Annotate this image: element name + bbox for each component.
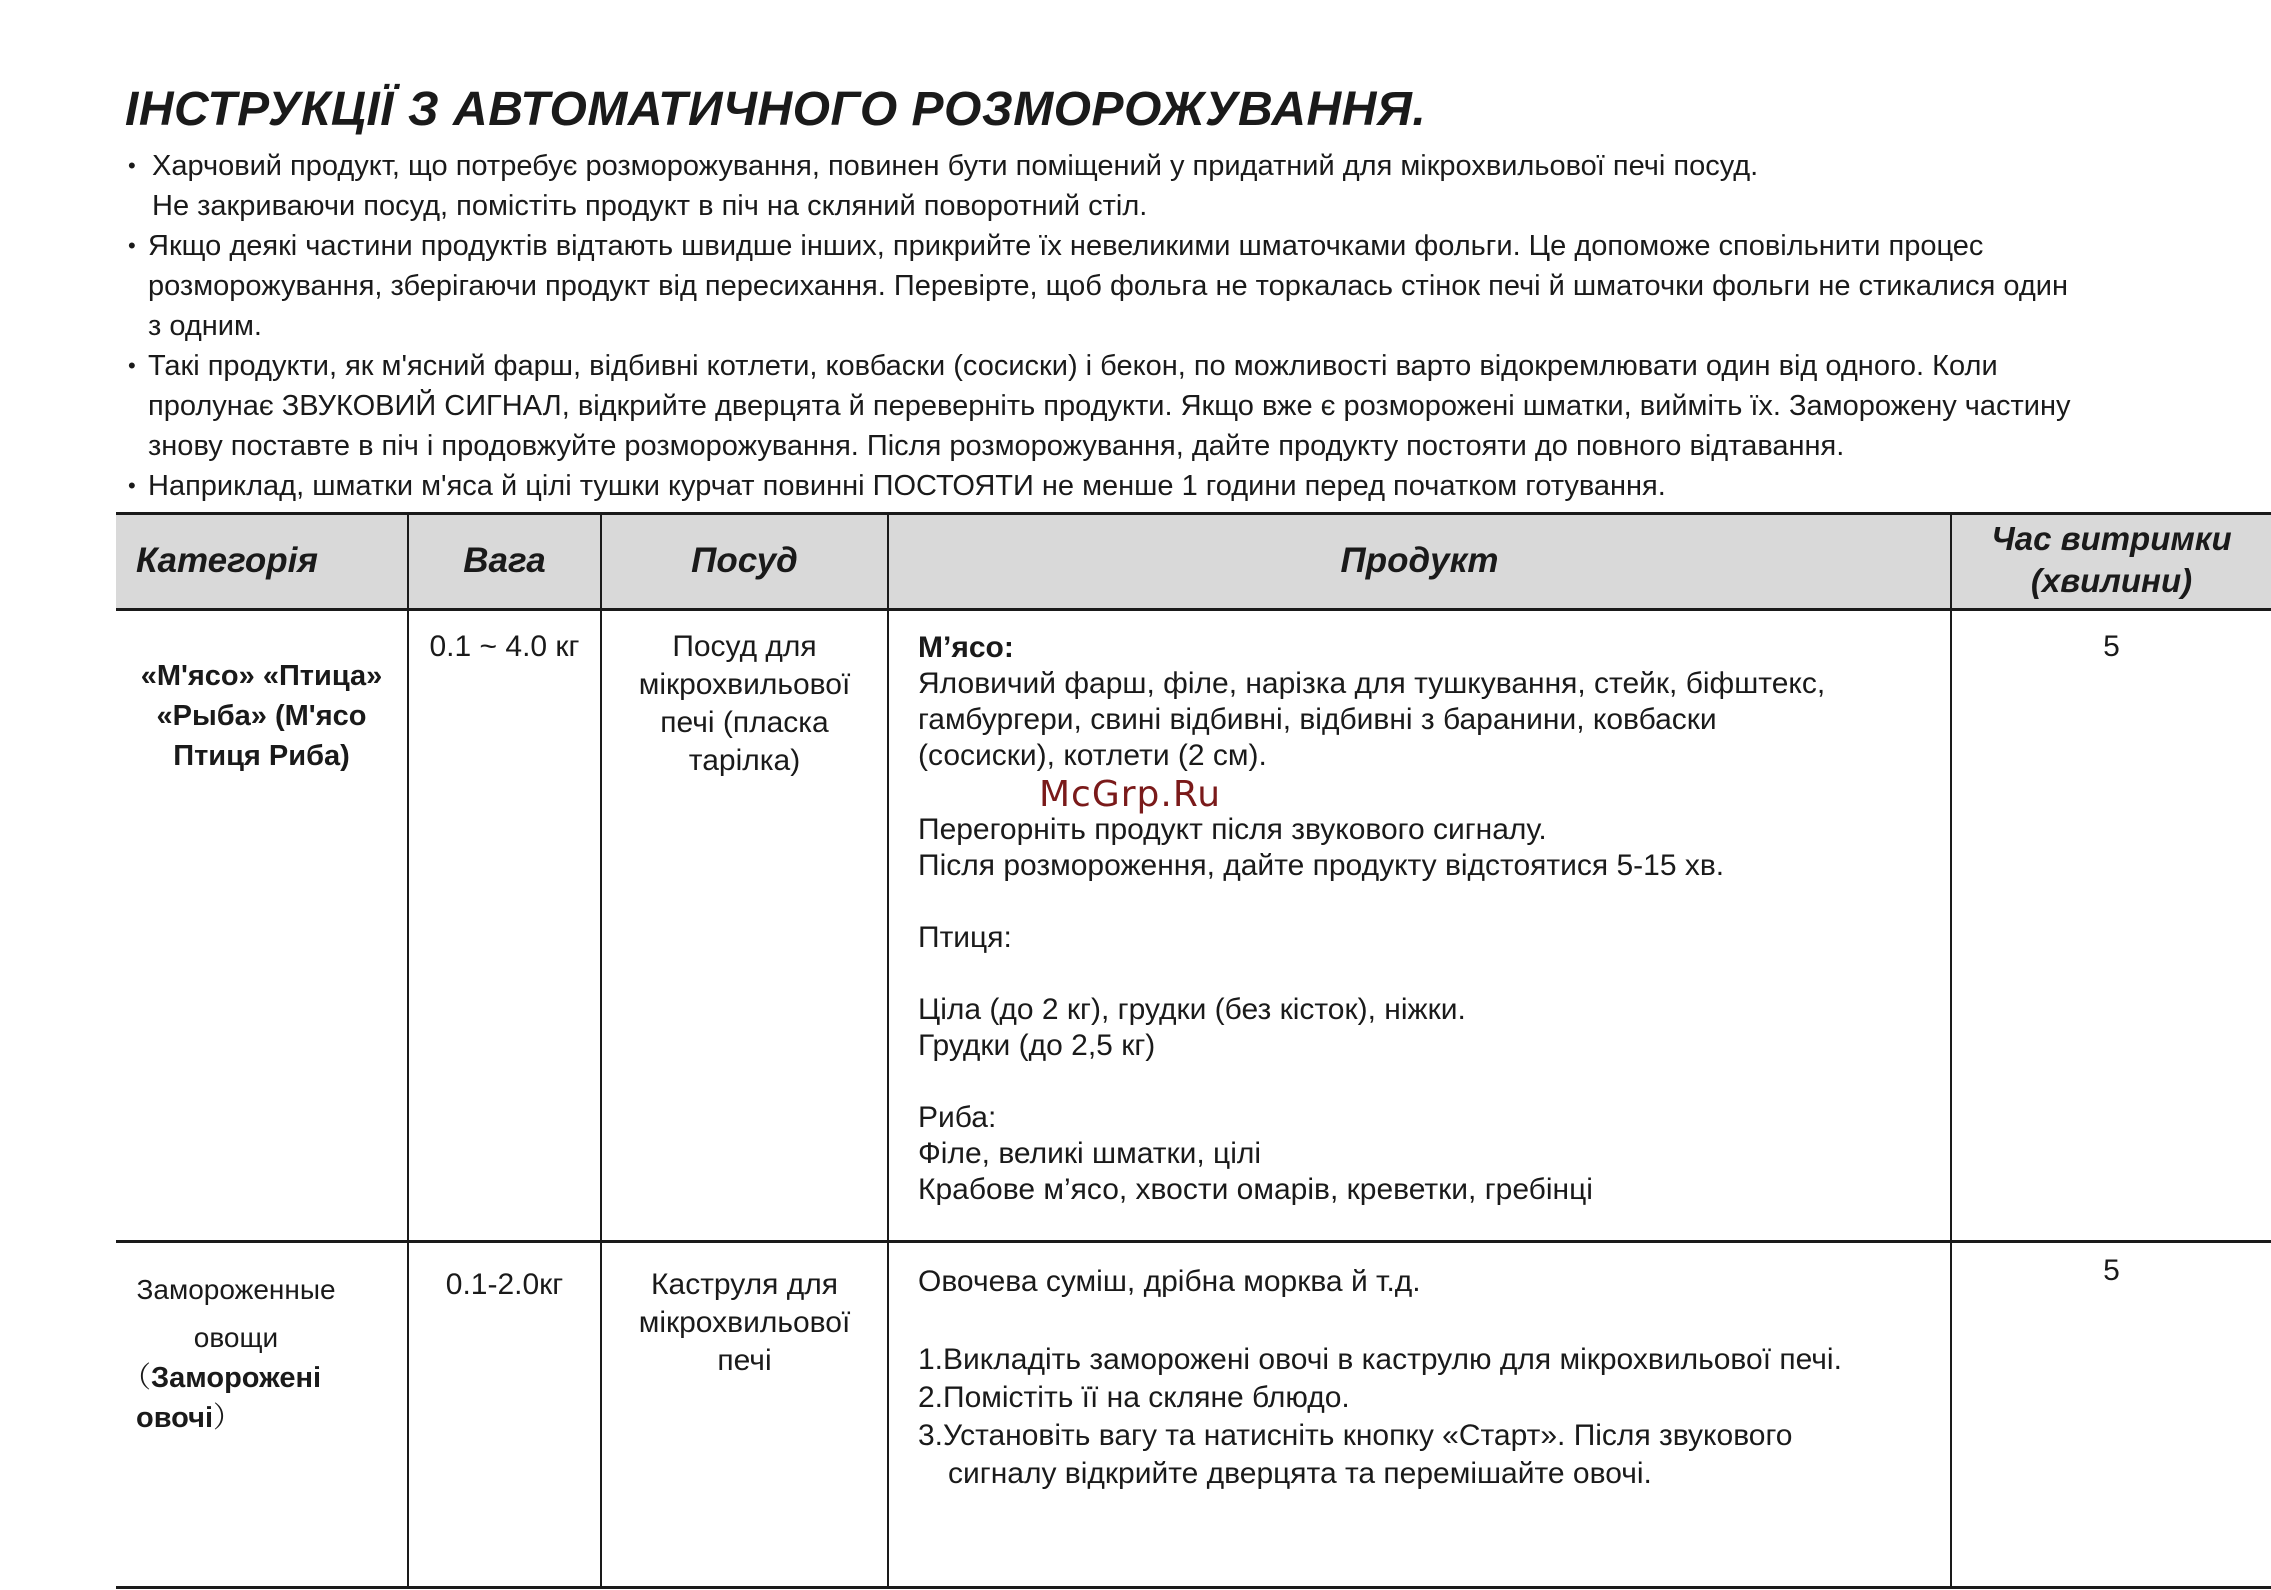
table-rule (116, 1586, 2271, 1589)
intro-line: Харчовий продукт, що потребує розморожування, повинен бути поміщений у придатний для мікрохвильової печі посуд. (152, 150, 1759, 182)
dish-line: Каструля для (651, 1268, 838, 1301)
intro-line: розморожування, зберігаючи продукт від пересихання. Перевірте, щоб фольга не торкалась стінок печі й шматочки фольги не стикалися один (148, 270, 2068, 302)
category-line: «Рыба» (М'ясо (156, 700, 367, 732)
category-line: Замороженные (136, 1274, 336, 1305)
page-title: ІНСТРУКЦІЇ З АВТОМАТИЧНОГО РОЗМОРОЖУВАННЯ. (125, 83, 1427, 136)
table-rule (116, 512, 2271, 515)
step-line: 1.Викладіть заморожені овочі в каструлю для мікрохвильової печі. (918, 1343, 1842, 1376)
bullet-dot: • (128, 353, 136, 378)
row1-category (116, 656, 407, 776)
header-time-line: Час витримки (1991, 520, 2232, 557)
intro-line: Не закриваючи посуд, помістіть продукт в піч на скляний поворотний стіл. (152, 190, 1148, 222)
product-line: Крабове м’ясо, хвости омарів, креветки, гребінці (918, 1173, 1593, 1206)
row2-product-intro: Овочева суміш, дрібна морква й т.д. (918, 1265, 1421, 1298)
table-column-rule (887, 512, 889, 1589)
row1-poultry-heading: Птиця: (918, 921, 1012, 954)
row1-weight: 0.1 ~ 4.0 кг (429, 630, 580, 663)
paren-close: ） (213, 1402, 243, 1434)
row2-dish (602, 1266, 887, 1380)
intro-line: Якщо деякі частини продуктів відтають швидше інших, прикрийте їх невеликими шматочками фольги. Це допоможе сповільнити процес (148, 230, 1984, 262)
table-rule (116, 608, 2271, 611)
row1-time: 5 (2103, 630, 2120, 663)
category-line: Птиця Риба) (173, 740, 350, 772)
dish-line: тарілка) (688, 744, 801, 777)
category-bold-line (116, 1398, 356, 1438)
step-line: 2.Помістіть її на скляне блюдо. (918, 1381, 1350, 1414)
row1-dish (602, 628, 887, 780)
row2-weight: 0.1-2.0кг (445, 1268, 564, 1301)
dish-line: печі (717, 1344, 772, 1377)
row1-fish-heading: Риба: (918, 1101, 997, 1134)
product-line: Перегорніть продукт після звукового сигналу. (918, 813, 1547, 846)
intro-line: з одним. (148, 310, 262, 342)
category-line: «М'ясо» «Птица» (140, 660, 383, 692)
step-line: сигналу відкрийте дверцята та перемішайте овочі. (948, 1457, 1652, 1490)
category-line: овощи (193, 1322, 279, 1353)
intro-line: пролунає ЗВУКОВИЙ СИГНАЛ, відкрийте дверцята й переверніть продукти. Якщо вже є розморожені шматки, вийміть їх. Заморожену частину (148, 390, 2071, 422)
product-line: Філе, великі шматки, цілі (918, 1137, 1262, 1170)
dish-line: печі (пласка (660, 706, 829, 739)
dish-line: мікрохвильової (638, 668, 851, 701)
watermark-logo: McGrp.Ru (1039, 774, 1222, 815)
header-time-line: (хвилини) (2030, 562, 2193, 599)
table-column-rule (407, 512, 409, 1589)
product-line: (сосиски), котлети (2 см). (918, 739, 1267, 772)
header-category: Категорія (136, 541, 319, 580)
row2-category-bold (116, 1358, 356, 1438)
paren-open: （ (122, 1362, 152, 1394)
row2-category (116, 1266, 356, 1362)
bullet-dot: • (128, 233, 136, 258)
product-line: гамбургери, свині відбивні, відбивні з баранини, ковбаски (918, 703, 1717, 736)
product-line: Яловичий фарш, філе, нарізка для тушкування, стейк, біфштекс, (918, 667, 1826, 700)
category-bold-line (116, 1358, 356, 1398)
product-line: Грудки (до 2,5 кг) (918, 1029, 1156, 1062)
dish-line: мікрохвильової (638, 1306, 851, 1339)
step-line: 3.Установіть вагу та натисніть кнопку «Старт». Після звукового (918, 1419, 1793, 1452)
category-bold-word: Заморожені (151, 1362, 322, 1394)
product-line: Ціла (до 2 кг), грудки (без кісток), ніжки. (918, 993, 1466, 1026)
defrost-table (116, 512, 2271, 1590)
row1-meat-heading: М’ясо: (918, 631, 1014, 664)
row2-time: 5 (2103, 1254, 2120, 1287)
bullet-dot: • (128, 153, 136, 178)
product-line: Після розмороження, дайте продукту відстоятися 5-15 хв. (918, 849, 1725, 882)
intro-line: Наприклад, шматки м'яса й цілі тушки курчат повинні ПОСТОЯТИ не менше 1 години перед початком готування. (148, 470, 1666, 502)
category-bold-word: овочі (136, 1402, 214, 1434)
table-column-rule (1950, 512, 1952, 1589)
table-rule (116, 1240, 2271, 1243)
bullet-dot: • (128, 473, 136, 498)
intro-line: Такі продукти, як м'ясний фарш, відбивні котлети, ковбаски (сосиски) і бекон, по можливості варто відокремлювати один від одного. Коли (148, 350, 1998, 382)
header-dish: Посуд (691, 541, 798, 580)
header-weight: Вага (463, 541, 546, 580)
dish-line: Посуд для (672, 630, 817, 663)
intro-line: знову поставте в піч і продовжуйте розморожування. Після розморожування, дайте продукту постояти до повного відтавання. (148, 430, 1845, 462)
header-time (1952, 518, 2271, 602)
header-product: Продукт (1340, 541, 1499, 580)
